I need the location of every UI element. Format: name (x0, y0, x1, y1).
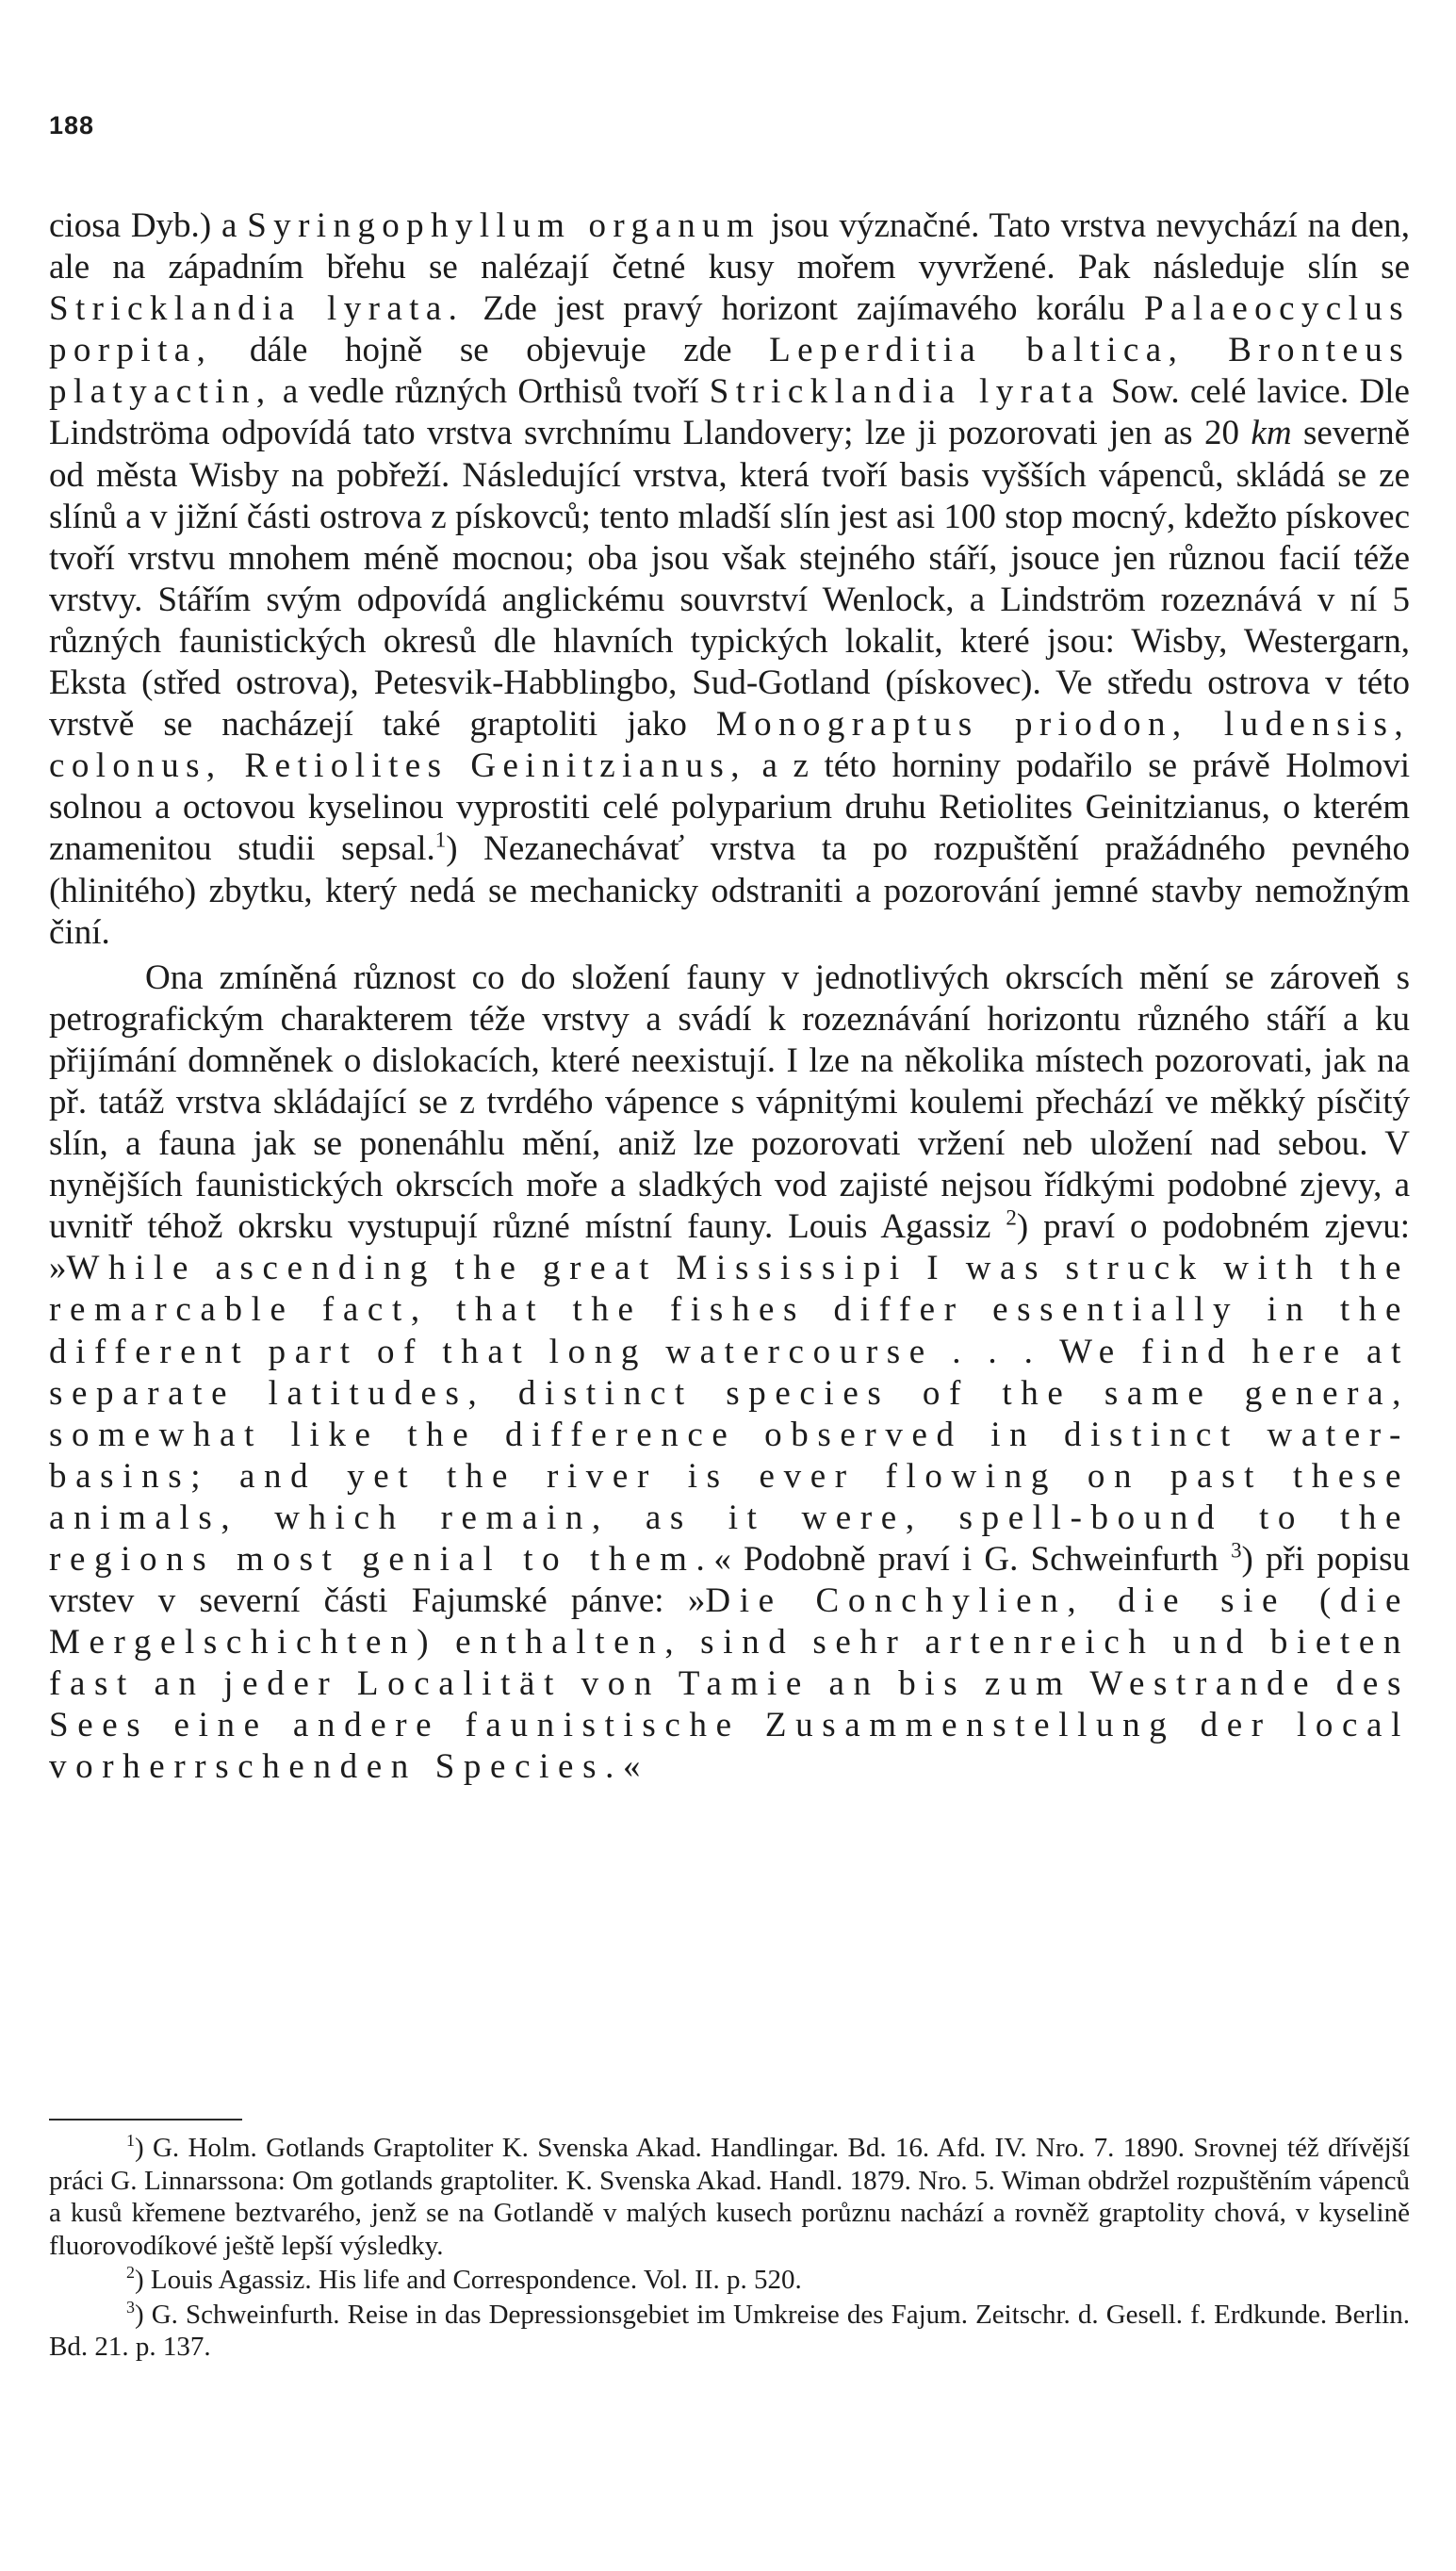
footnote-ref-1[interactable]: 1 (434, 827, 447, 852)
text-run: ) a (199, 206, 248, 245)
paragraph-1 (49, 205, 1410, 954)
text-run: « (622, 1747, 641, 1787)
footnote-separator (49, 2119, 242, 2121)
footnote-mark: 2 (126, 2263, 135, 2283)
text-run: ) Nezanechávať vrstva ta po rozpuštění pražádného pevného (hlinitého) zbytku, který nedá se mechanicky odstraniti a pozorování jemné stavby nemožným činí. (49, 829, 1410, 952)
taxon-name: Monograptus priodon, ludensis, colonus, Retiolites Geinitzianus, (49, 705, 1411, 786)
footnotes (49, 2132, 1410, 2364)
text-run: dále hojně se objevuje zde (212, 331, 770, 370)
text-run: a z této horniny podařilo se právě Holmovi solnou a octovou kyselinou vyprostiti celé polyparium druhu Retiolites Geinitzianus, o kterém znamenitou studii sepsal. (49, 746, 1410, 869)
page-number: 188 (49, 111, 95, 139)
text-run: Sow. celé lavice. Dle Lindströma odpovídá tato vrstva svrchnímu Llandovery; lze ji pozorovati jen as 20 (49, 372, 1410, 453)
german-quotation: Die Conchylien, die sie (die Mergelschichten) enthalten, sind sehr artenreich und bieten fast an jeder Localität von Tamie an bis zum Westrande des Sees eine andere faunistische Zusammenstellung der local vorherrschenden Species. (49, 1581, 1410, 1787)
main-text (49, 205, 1410, 1789)
text-run: jsou význačné. Tato vrstva nevychází na den, ale na západním břehu se nalézají četné kusy mořem vyvržené. Pak následuje slín se (49, 206, 1410, 287)
footnote-text: ) G. Schweinfurth. Reise in das Depressionsgebiet im Umkreise des Fajum. Zeitschr. d. Gesell. f. Erdkunde. Berlin. Bd. 21. p. 137. (49, 2299, 1410, 2362)
text-run: Zde jest pravý horizont zajímavého korálu (464, 289, 1145, 329)
text-run: a vedle různých Orthisů tvoří (271, 372, 710, 412)
paragraph-2 (49, 958, 1410, 1789)
footnote-1 (49, 2132, 1410, 2262)
text-run: ) praví o podobném zjevu: » (49, 1207, 1411, 1288)
footnote-mark: 3 (126, 2297, 135, 2317)
footnote-mark: 1 (126, 2131, 135, 2151)
taxon-name: Palaeocyclus porpita, (49, 289, 1410, 370)
unit-km: km (1251, 414, 1292, 453)
taxon-name: Stricklandia lyrata (709, 372, 1101, 412)
taxon-name: Leperditia baltica, Bronteus platyactin, (49, 331, 1411, 412)
footnote-ref-2[interactable]: 2 (1006, 1205, 1017, 1230)
footnote-ref-3[interactable]: 3 (1231, 1538, 1242, 1563)
text-run: Ona zmíněná různost co do složení fauny v jednotlivých okrscích mění se zároveň s petrografickým charakterem téže vrstvy a svádí k rozeznávání horizontu různého stáří a ku přijímání domněnek o dislokacích, které neexistují. I lze na několika místech pozorovati, jak na př. tatáž vrstva skládající se z tvrdého vápence s vápnitými koulemi přechází ve měkký písčitý slín, a fauna jak se ponenáhlu mění, aniž lze pozorovati vržení neb uložení nad sebou. V nynějších faunistických okrscích moře a sladkých vod zajisté nejsou řídkými podobné zjevy, a uvnitř téhož okrsku vystupují různé místní fauny. Louis Agassiz (49, 958, 1410, 1247)
footnote-text: ) Louis Agassiz. His life and Correspondence. Vol. II. p. 520. (134, 2265, 802, 2295)
footnote-3 (49, 2299, 1410, 2364)
footnote-2 (49, 2264, 1410, 2297)
taxon-name: Stricklandia lyrata. (49, 289, 465, 329)
footnote-text: ) G. Holm. Gotlands Graptoliter K. Svenska Akad. Handlingar. Bd. 16. Afd. IV. Nro. 7. 1890. Srovnej též dřívější práci G. Linnarssona: Om gotlands graptoliter. K. Svenska Akad. Handl. 1879. Nro. 5. Wiman obdržel rozpuštěním vápenců a kusů křemene beztvarého, jenž se na Gotlandě v malých kusech porůznu nachází a rovněž graptolity chová, v kyselině fluorovodíkové ještě lepší výsledky. (49, 2133, 1410, 2261)
text-run: ciosa Dyb. (49, 206, 200, 245)
text-run: ) při popisu vrstev v severní části Fajumské pánve: » (49, 1540, 1410, 1621)
taxon-name: Syringophyllum organum (247, 206, 761, 245)
text-run: « Podobně praví i G. Schweinfurth (713, 1540, 1232, 1579)
english-quotation: While ascending the great Mississipi I was struck with the remarcable fact, that the fishes differ essentially in the different part of that long watercourse . . . We find here at separate latitudes, distinct species of the same genera, somewhat like the difference observed in distinct water-basins; and yet the river is ever flowing on past these animals, which remain, as it were, spell-bound to the regions most genial to them. (49, 1249, 1410, 1579)
text-run: severně od města Wisby na pobřeží. Následující vrstva, která tvoří basis vyšších vápenců, skládá se ze slínů a v jižní části ostrova z pískovců; tento mladší slín jest asi 100 stop mocný, kdežto pískovec tvoří vrstvu mnohem méně mocnou; oba jsou však stejného stáří, jsouce jen různou facií téže vrstvy. Stářím svým odpovídá anglickému souvrství Wenlock, a Lindström rozeznává v ní 5 různých faunistických okresů dle hlavních typických lokalit, které jsou: Wisby, Westergarn, Eksta (střed ostrova), Petesvik-Habblingbo, Sud-Gotland (pískovec). Ve středu ostrova v této vrstvě se nacházejí také graptoliti jako (49, 414, 1410, 745)
